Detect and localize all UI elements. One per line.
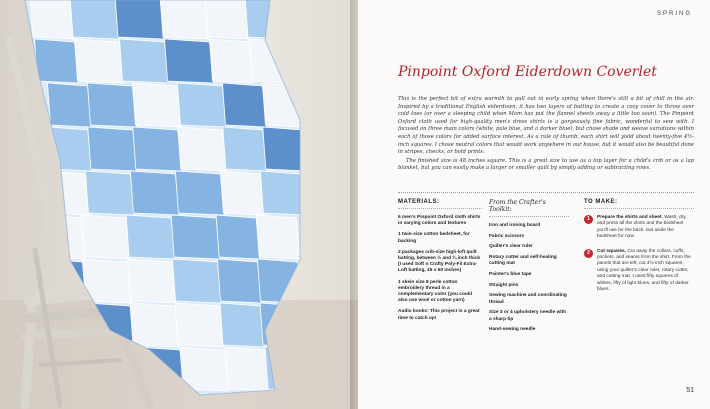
quilt-square	[115, 0, 164, 39]
toolkit-heading: From the Crafter's Toolkit:	[489, 199, 546, 213]
tool-item: Sewing machine and coordinating thread	[489, 293, 567, 305]
quilt-square	[177, 83, 226, 127]
quilt-square	[47, 83, 91, 127]
tool-item: Painter's blue tape	[489, 272, 532, 278]
quilt-square	[88, 127, 137, 171]
steps-heading: TO MAKE:	[584, 199, 618, 205]
running-head: SPRING	[656, 11, 692, 17]
toolkit-column	[489, 199, 569, 338]
quilt-square	[216, 215, 260, 259]
section-divider	[398, 192, 694, 193]
quilt-square	[205, 0, 249, 39]
quilt-square	[256, 215, 300, 259]
tool-item: Straight pins	[489, 282, 519, 288]
quilt-square	[217, 259, 261, 303]
materials-heading: MATERIALS:	[398, 199, 440, 205]
project-title: Pinpoint Oxford Eiderdown Coverlet	[398, 64, 657, 80]
material-item: 2 packages crib-size high-loft quilt batting, between ½ and ¾ inch thick (I used Soft n Crafty Poly-Fil Extra-Loft batting, 45 x 60 inches)	[398, 249, 481, 274]
quilt-square	[171, 215, 220, 259]
quilt-square	[35, 39, 79, 83]
quilt-square	[81, 215, 130, 259]
tool-item: Rotary cutter and self-healing cutting mat	[489, 255, 557, 267]
step-1	[584, 215, 694, 241]
tool-item: Fabric scissors	[489, 233, 525, 239]
quilt-square	[75, 39, 124, 83]
page-number: 51	[686, 387, 694, 394]
quilt-square	[175, 171, 224, 215]
heading-rule	[398, 208, 482, 209]
material-item: 1 skein size 8 perle cotton embroidery thread in a complementary color (you could also use wool or cotton yarn)	[398, 279, 473, 304]
tool-item: Quilter's clear ruler	[489, 244, 533, 250]
tool-item: Iron and ironing board	[489, 223, 541, 228]
tool-item: Size 3 or 4 upholstery needle with a sharp tip	[489, 310, 567, 322]
step-text	[597, 249, 694, 294]
intro-paragraph: The finished size is 48 inches square. This is a great size to use as a top layer for a child's crib or as a lap blanket, but you can easily make a larger or smaller quilt by simply adding or subtracting rows.	[398, 157, 694, 172]
quilt-square	[225, 347, 269, 391]
intro-paragraph: This is the perfect bit of extra warmth to pull out in early spring when there's still a bit of chill in the air. Inspired by a traditional English eiderdown, it has two layers of batting to create a cozy cover to throw over cold toes (or over a sleeping child when Mom has put the flannel sheets away a little too soon). The Pinpoint Oxford cloth used for high-quality men's dress shirts is a gorgeously fine fabric, wonderful to sew with. I focused on three main colors (white, pale blue, and a darker blue), but chose shade and weave variations within each of those colors for added surface interest. As a rule of thumb, each shirt will yield about twenty-five 4½-inch squares. I chose neutral colors that would work anywhere in our house, but it would also be beautiful done in stripes, checks, or bold prints.	[398, 96, 694, 156]
quilt-square	[210, 39, 254, 83]
quilt-square	[223, 127, 267, 171]
step-2	[584, 249, 694, 294]
step-lead: Cut squares.	[597, 248, 627, 254]
quilt-square	[132, 83, 181, 127]
step-lead: Prepare the shirts and sheet.	[597, 215, 663, 220]
step-number-badge: 2	[584, 249, 593, 258]
step-body: Wash, dry, and press all the shirts and the bedsheet you'll use for the back. Set aside the bedsheet for now.	[597, 215, 687, 240]
instructions-column	[584, 199, 694, 301]
quilt-square	[160, 0, 209, 39]
quilt-square	[165, 39, 214, 83]
quilt-square	[178, 127, 227, 171]
heading-rule	[584, 208, 694, 209]
materials-column	[398, 199, 482, 327]
quilt-square	[220, 303, 264, 347]
quilt-square	[127, 259, 176, 303]
quilt-square	[172, 259, 221, 303]
quilt-square	[130, 171, 179, 215]
tool-item: Hand-sewing needle	[489, 327, 536, 333]
quilt-square	[87, 83, 136, 127]
material-item: Audio books: This project is a great time to catch up!	[398, 309, 480, 321]
text-page	[358, 0, 710, 409]
quilt-square	[70, 0, 119, 39]
quilt-square	[120, 39, 169, 83]
step-text	[597, 215, 694, 241]
material-item: 6 men's Pinpoint Oxford cloth shirts in varying colors and textures	[398, 215, 481, 227]
quilt-square	[130, 303, 179, 347]
quilt-square	[260, 171, 304, 215]
material-item: 1 twin-size cotton bedsheet, for backing	[398, 232, 470, 244]
quilt-square	[220, 171, 264, 215]
quilt-square	[126, 215, 175, 259]
step-body: Cut away the collars, cuffs, pockets, and seams from the shirt. From the panels that are left, cut 4½-inch squares, using your quilter's clear ruler, rotary cutter, and cutting mat. I used fifty squares of whites, fifty of light blues, and fifty of darker blues.	[597, 248, 691, 293]
quilt-square	[133, 127, 182, 171]
quilt-square	[175, 303, 224, 347]
intro-text	[398, 96, 694, 174]
heading-rule	[489, 216, 569, 217]
step-number-badge: 1	[584, 215, 593, 224]
quilt-square	[30, 0, 74, 39]
quilt-square	[222, 83, 266, 127]
quilt-square	[85, 171, 134, 215]
